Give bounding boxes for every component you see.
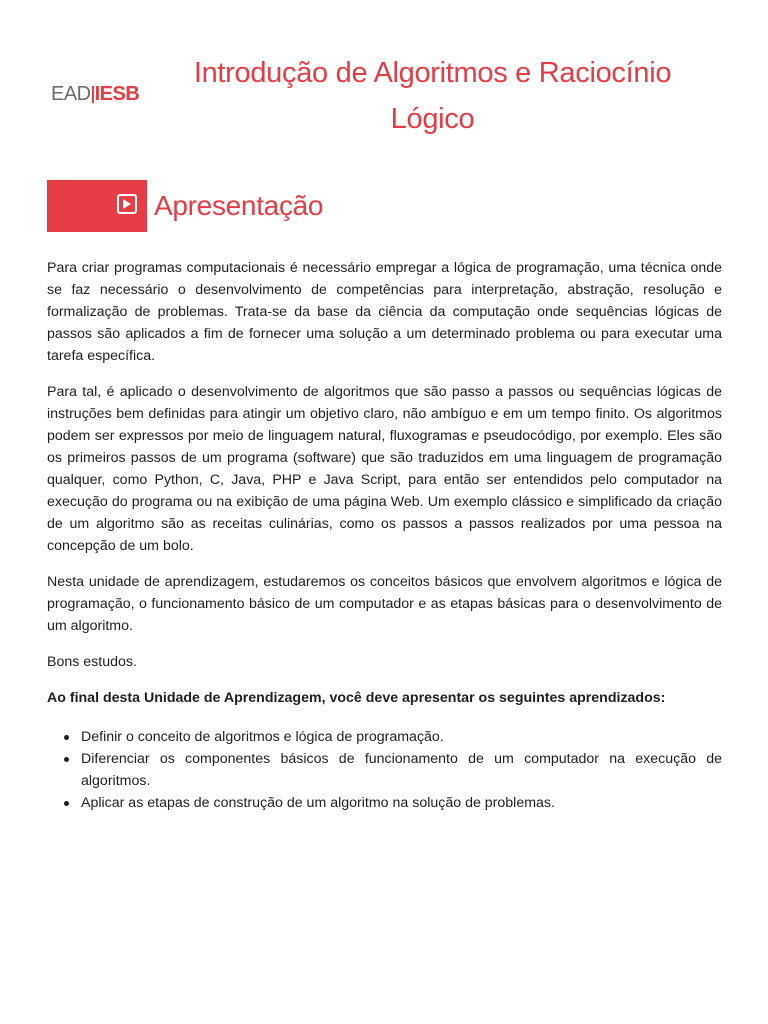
logo-divider: [92, 86, 94, 103]
paragraph-intro: Para criar programas computacionais é necessário empregar a lógica de programação, uma técnica onde se faz necessário o desenvolvimento de competências para interpretação, abstração, resolução e formalização de problemas. Trata-se da base da ciência da computação onde sequências lógicas de passos são aplicados a fim de fornecer uma solução a um determinado problema ou para executar uma tarefa específica.: [47, 260, 722, 364]
objective-item: Definir o conceito de algoritmos e lógica de programação.: [81, 726, 722, 748]
logo-ead-text: EAD: [51, 83, 91, 105]
objective-item: Aplicar as etapas de construção de um algoritmo na solução de problemas.: [81, 792, 722, 814]
paragraph-closing: Bons estudos.: [47, 654, 137, 670]
play-triangle-icon: [123, 199, 131, 209]
play-button-icon: [117, 194, 137, 214]
objectives-list: [47, 726, 722, 814]
paragraph-unit: Nesta unidade de aprendizagem, estudaremos os conceitos básicos que envolvem algoritmos e lógica de programação, o funcionamento básico de um computador e as etapas básicas para o desenvolvimento de um algoritmo.: [47, 574, 722, 634]
logo-iesb-text: IESB: [94, 83, 140, 105]
objectives-heading: Ao final desta Unidade de Aprendizagem, você deve apresentar os seguintes aprendizados:: [47, 690, 666, 706]
presentation-content: [47, 257, 722, 814]
paragraph-algorithms: Para tal, é aplicado o desenvolvimento de algoritmos que são passo a passos ou sequências lógicas de instruções bem definidas para atingir um objetivo claro, não ambíguo e em um tempo finito. Os algoritmos podem ser expressos por meio de linguagem natural, fluxogramas e pseudocódigo, por exemplo. Eles são os primeiros passos de um programa (software) que são traduzidos em uma linguagem de programação qualquer, como Python, C, Java, PHP e Java Script, para então ser entendidos pelo computador na execução do programa ou na exibição de uma página Web. Um exemplo clássico e simplificado da criação de um algoritmo são as receitas culinárias, como os passos a passos realizados por uma pessoa na concepção de um bolo.: [47, 384, 722, 554]
eadiesb-logo: [51, 84, 139, 104]
document-title: Introdução de Algoritmos e Raciocínio Lógico: [193, 57, 672, 135]
page-header: [0, 0, 768, 150]
section-title: Apresentação: [154, 190, 324, 221]
objective-item: Diferenciar os componentes básicos de funcionamento de um computador na execução de algoritmos.: [81, 748, 722, 792]
